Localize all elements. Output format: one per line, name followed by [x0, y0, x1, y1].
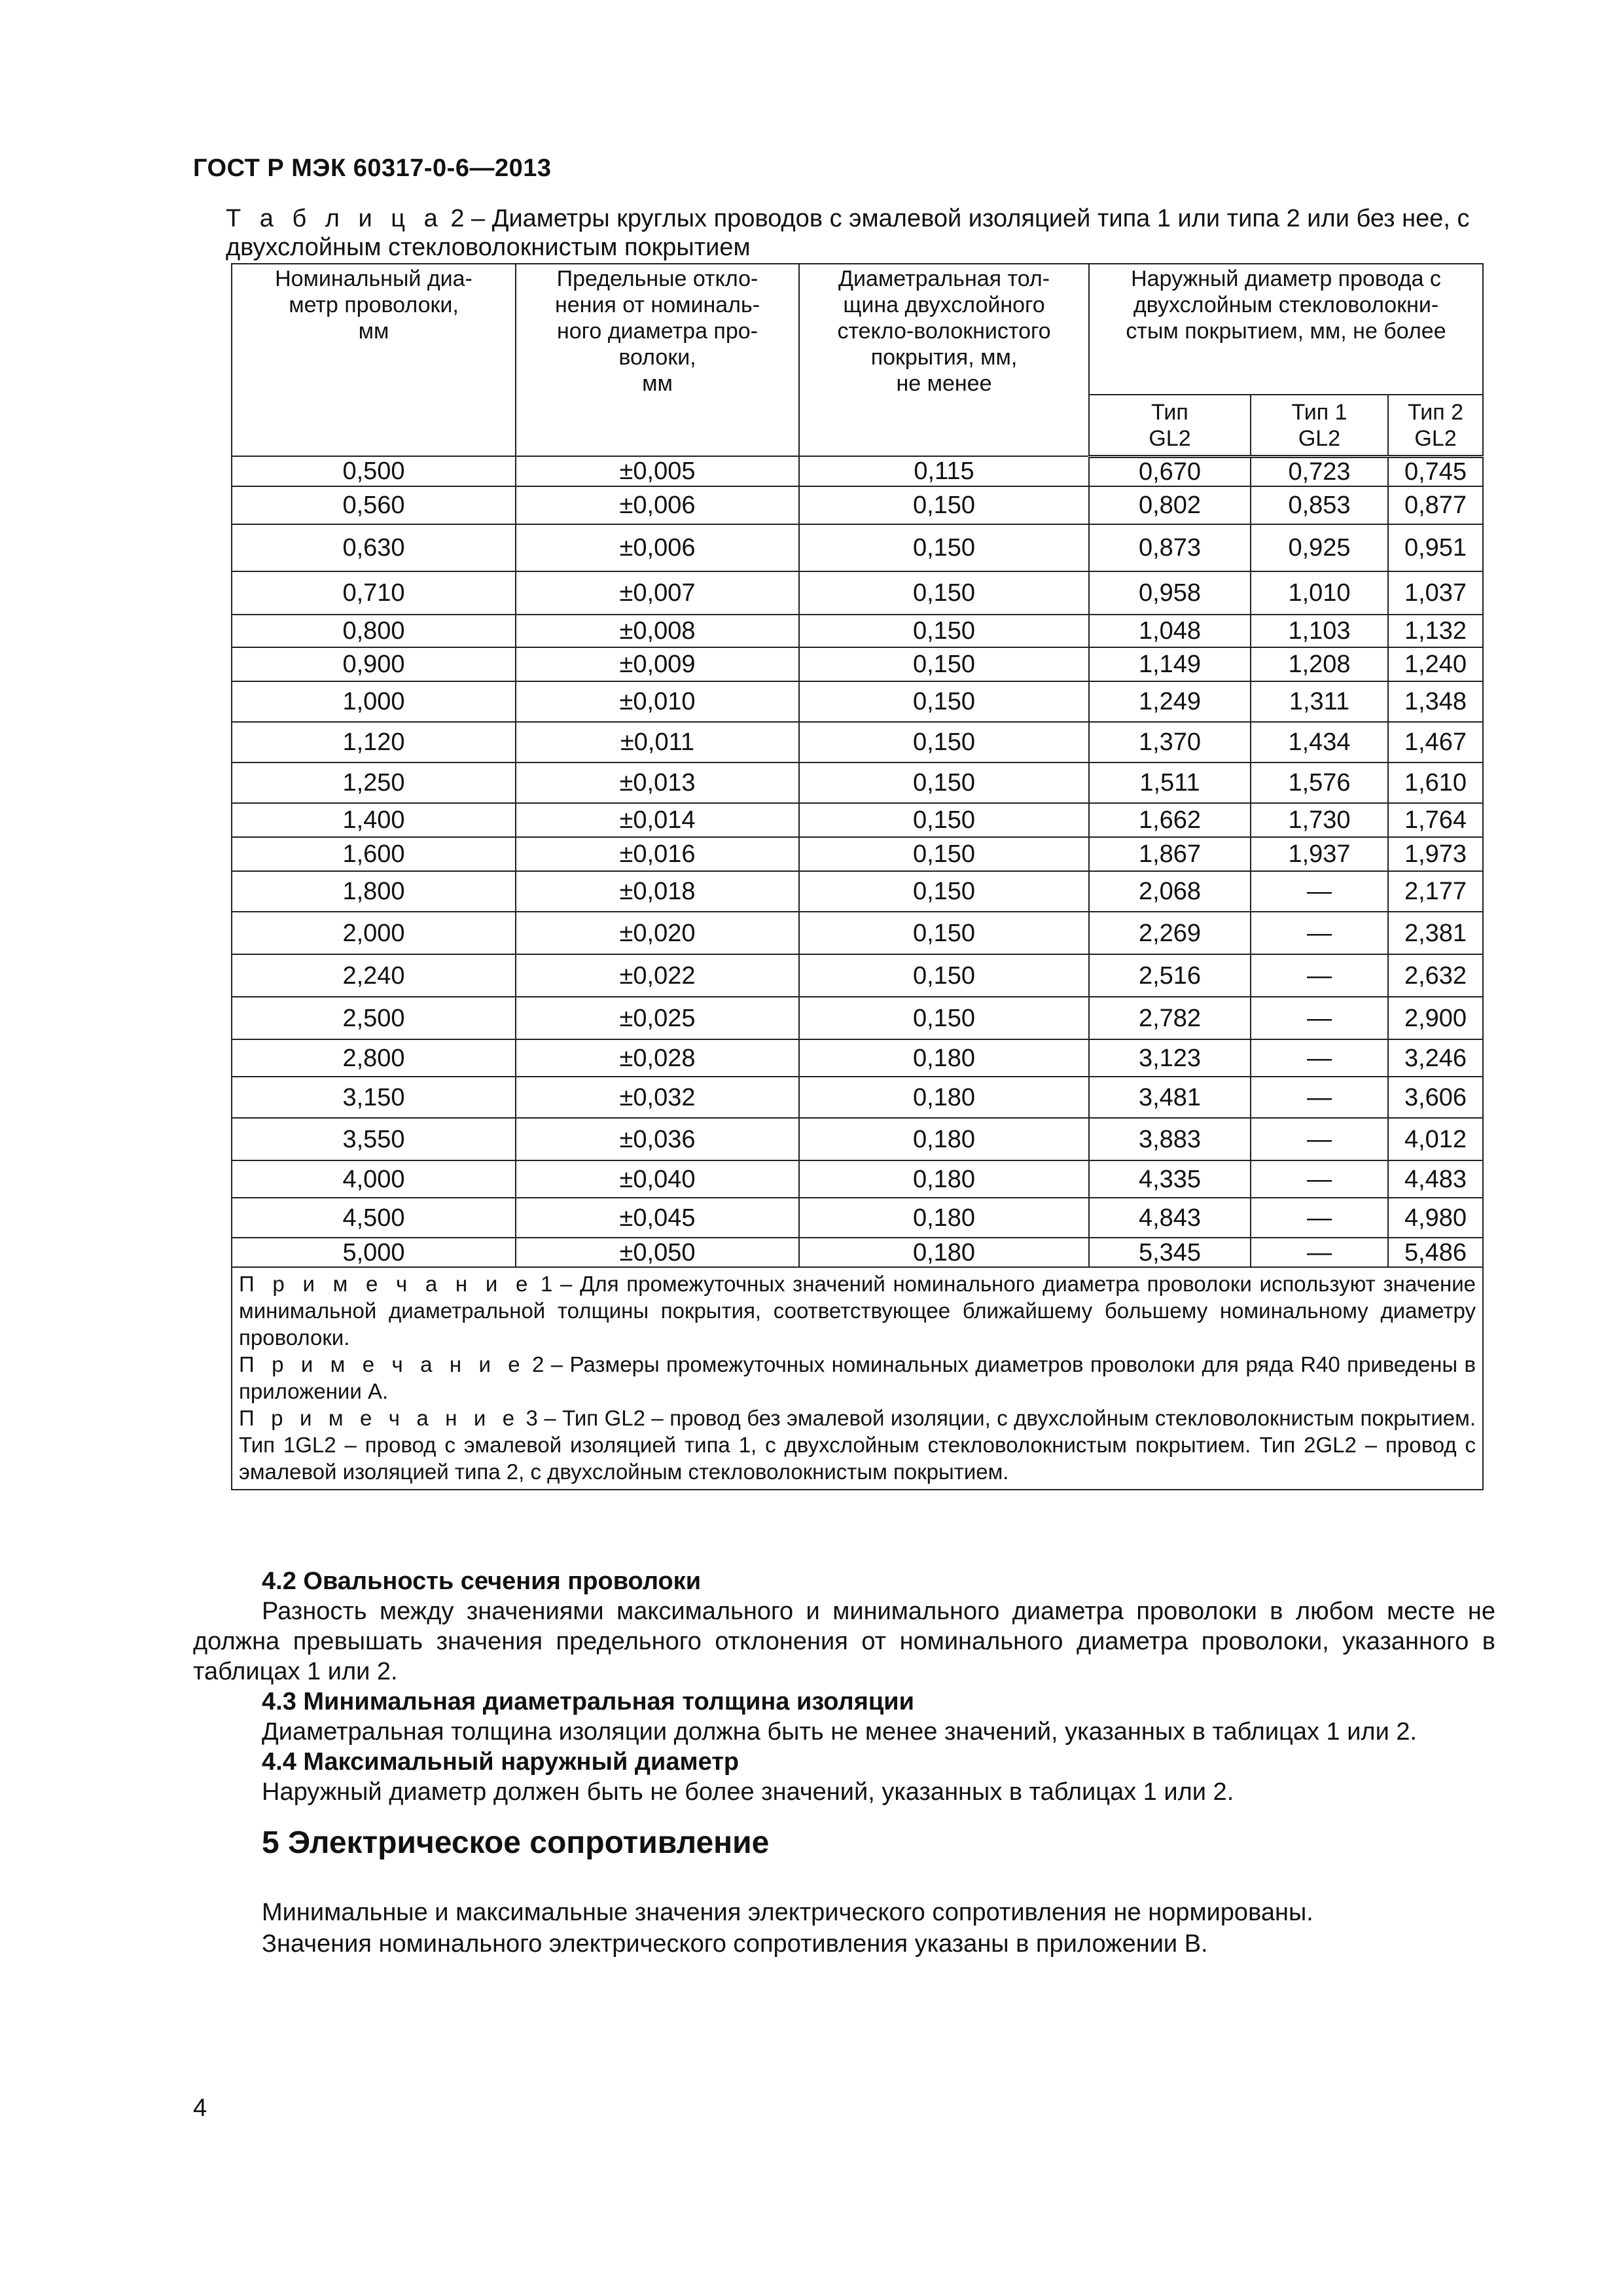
table-cell: —: [1251, 1077, 1388, 1118]
table-cell: 5,000: [232, 1238, 516, 1267]
table-cell: —: [1251, 954, 1388, 997]
table-cell: 0,180: [799, 1118, 1089, 1160]
table-cell: 0,150: [799, 615, 1089, 647]
section-4-2-text: Разность между значениями максимального и минимального диаметра проволоки в любом месте не должна превышать значения предельного отклонения от номинального диаметра проволоки, указанного в таблицах 1 или 2.: [193, 1598, 1495, 1685]
table-row: [232, 486, 1483, 524]
table-cell: 2,269: [1089, 912, 1251, 954]
table-cell: 1,208: [1251, 647, 1388, 681]
table-cell: 1,400: [232, 803, 516, 837]
table-cell: 0,180: [799, 1160, 1089, 1198]
section-4-3-title: 4.3 Минимальная диаметральная толщина изоляции: [262, 1688, 914, 1715]
table-cell: 1,800: [232, 871, 516, 912]
table-cell: 0,877: [1388, 486, 1483, 524]
table-cell: ±0,006: [516, 524, 799, 571]
table-cell: 2,900: [1388, 997, 1483, 1039]
table-row: [232, 524, 1483, 571]
table-cell: 1,867: [1089, 837, 1251, 871]
header-outer-diameter: Наружный диаметр провода с двухслойным стекловолокни- стым покрытием, мм, не более: [1089, 264, 1483, 395]
table-row: [232, 912, 1483, 954]
table-cell: 0,115: [799, 456, 1089, 486]
table-row: [232, 997, 1483, 1039]
table-caption-label: Т а б л и ц а: [226, 205, 444, 232]
table-cell: 0,873: [1089, 524, 1251, 571]
table-cell: ±0,010: [516, 681, 799, 722]
table-cell: 2,800: [232, 1039, 516, 1077]
table-notes: [232, 1267, 1483, 1490]
table-cell: 1,120: [232, 722, 516, 762]
table-cell: 2,068: [1089, 871, 1251, 912]
table-cell: 1,370: [1089, 722, 1251, 762]
table-cell: 2,000: [232, 912, 516, 954]
table-cell: 2,500: [232, 997, 516, 1039]
table-cell: 3,481: [1089, 1077, 1251, 1118]
table-caption-text: 2 – Диаметры круглых проводов с эмалевой изоляцией типа 1 или типа 2 или без нее, с двухслойным стекловолокнистым покрытием: [226, 205, 1470, 261]
table-cell: 3,246: [1388, 1039, 1483, 1077]
table-cell: 0,180: [799, 1077, 1089, 1118]
section-4-4-text: Наружный диаметр должен быть не более значений, указанных в таблицах 1 или 2.: [262, 1778, 1234, 1806]
table-row: [232, 1039, 1483, 1077]
table-row: [232, 1198, 1483, 1238]
table-cell: 1,037: [1388, 571, 1483, 615]
table-row: [232, 1077, 1483, 1118]
table-row: [232, 1238, 1483, 1267]
table-cell: ±0,008: [516, 615, 799, 647]
table-cell: 2,632: [1388, 954, 1483, 997]
table-cell: 0,150: [799, 837, 1089, 871]
table-row: [232, 615, 1483, 647]
table-cell: —: [1251, 1118, 1388, 1160]
table-cell: 4,483: [1388, 1160, 1483, 1198]
section-5-title: 5 Электрическое сопротивление: [262, 1825, 770, 1860]
table-cell: ±0,018: [516, 871, 799, 912]
table-cell: —: [1251, 871, 1388, 912]
diameters-table: [231, 263, 1484, 1490]
table-cell: ±0,032: [516, 1077, 799, 1118]
table-cell: 0,150: [799, 803, 1089, 837]
section-4-2: [193, 1566, 1495, 1687]
table-row: [232, 722, 1483, 762]
section-4-4-title: 4.4 Максимальный наружный диаметр: [262, 1748, 740, 1776]
table-cell: 0,951: [1388, 524, 1483, 571]
table-cell: 0,180: [799, 1198, 1089, 1238]
header-tolerance: Предельные откло- нения от номиналь- ного диаметра про- волоки, мм: [516, 264, 799, 456]
table-cell: 0,925: [1251, 524, 1388, 571]
table-cell: ±0,005: [516, 456, 799, 486]
table-cell: ±0,040: [516, 1160, 799, 1198]
table-cell: 3,550: [232, 1118, 516, 1160]
table-cell: ±0,014: [516, 803, 799, 837]
table-notes-row: [232, 1267, 1483, 1490]
table-cell: 1,610: [1388, 762, 1483, 803]
table-caption: [226, 204, 1508, 262]
table-cell: 0,150: [799, 486, 1089, 524]
table-cell: —: [1251, 1160, 1388, 1198]
table-row: [232, 1118, 1483, 1160]
table-row: [232, 681, 1483, 722]
table-cell: 1,000: [232, 681, 516, 722]
table-cell: 0,800: [232, 615, 516, 647]
table-cell: 1,662: [1089, 803, 1251, 837]
table-cell: 1,240: [1388, 647, 1483, 681]
table-cell: 2,782: [1089, 997, 1251, 1039]
table-cell: 1,132: [1388, 615, 1483, 647]
table-note-1: П р и м е ч а н и е 1 – Для промежуточных значений номинального диаметра проволоки используют значение минимальной диаметральной толщины покрытия, соответствующее ближайшему большему номинальному диаметру проволоки.: [239, 1272, 1476, 1350]
table-cell: —: [1251, 1238, 1388, 1267]
table-cell: ±0,022: [516, 954, 799, 997]
section-4-3: [193, 1687, 1495, 1747]
table-cell: 3,150: [232, 1077, 516, 1118]
table-cell: —: [1251, 912, 1388, 954]
section-4-4: [193, 1747, 1495, 1807]
table-row: [232, 1160, 1483, 1198]
table-cell: 4,500: [232, 1198, 516, 1238]
table-cell: 0,802: [1089, 486, 1251, 524]
table-cell: 0,630: [232, 524, 516, 571]
table-cell: 1,250: [232, 762, 516, 803]
table-cell: 4,012: [1388, 1118, 1483, 1160]
table-cell: ±0,007: [516, 571, 799, 615]
table-cell: 3,883: [1089, 1118, 1251, 1160]
table-cell: ±0,036: [516, 1118, 799, 1160]
table-row: [232, 456, 1483, 486]
table-cell: ±0,025: [516, 997, 799, 1039]
table-cell: ±0,020: [516, 912, 799, 954]
table-cell: ±0,016: [516, 837, 799, 871]
table-cell: 0,150: [799, 681, 1089, 722]
table-cell: ±0,050: [516, 1238, 799, 1267]
table-cell: 1,311: [1251, 681, 1388, 722]
table-cell: 1,973: [1388, 837, 1483, 871]
table-cell: 2,177: [1388, 871, 1483, 912]
standard-header: ГОСТ Р МЭК 60317-0-6—2013: [193, 154, 552, 182]
table-cell: 0,150: [799, 647, 1089, 681]
table-row: [232, 762, 1483, 803]
table-cell: 1,048: [1089, 615, 1251, 647]
table-cell: 1,576: [1251, 762, 1388, 803]
table-cell: 0,710: [232, 571, 516, 615]
table-cell: 0,150: [799, 524, 1089, 571]
table-cell: 2,381: [1388, 912, 1483, 954]
section-5-paragraph-1: Минимальные и максимальные значения электрического сопротивления не нормированы.: [262, 1899, 1313, 1926]
table-cell: ±0,006: [516, 486, 799, 524]
table-cell: ±0,011: [516, 722, 799, 762]
page-number: 4: [193, 2094, 207, 2122]
table-cell: 1,467: [1388, 722, 1483, 762]
table-cell: 2,516: [1089, 954, 1251, 997]
table-cell: 5,486: [1388, 1238, 1483, 1267]
table-cell: 0,150: [799, 912, 1089, 954]
table-cell: 0,853: [1251, 486, 1388, 524]
table-cell: 0,745: [1388, 456, 1483, 486]
table-row: [232, 571, 1483, 615]
table-cell: 1,764: [1388, 803, 1483, 837]
table-cell: 1,149: [1089, 647, 1251, 681]
table-cell: —: [1251, 1039, 1388, 1077]
table-row: [232, 837, 1483, 871]
header-type-1gl2: Тип 1 GL2: [1251, 395, 1388, 456]
table-cell: 4,000: [232, 1160, 516, 1198]
table-cell: ±0,028: [516, 1039, 799, 1077]
table-cell: 0,150: [799, 954, 1089, 997]
table-cell: 1,937: [1251, 837, 1388, 871]
header-type-2gl2: Тип 2 GL2: [1388, 395, 1483, 456]
table-cell: 0,900: [232, 647, 516, 681]
table-cell: 0,150: [799, 722, 1089, 762]
table-cell: 1,511: [1089, 762, 1251, 803]
section-5-paragraph-2: Значения номинального электрического сопротивления указаны в приложении В.: [262, 1930, 1208, 1958]
table-cell: 3,606: [1388, 1077, 1483, 1118]
table-note-2: П р и м е ч а н и е 2 – Размеры промежуточных номинальных диаметров проволоки для ряда R40 приведены в приложении А.: [239, 1352, 1476, 1403]
section-4-3-text: Диаметральная толщина изоляции должна быть не менее значений, указанных в таблицах 1 или 2.: [262, 1718, 1418, 1746]
table-body: [232, 456, 1483, 1267]
header-nominal-diameter: Номинальный диа- метр проволоки, мм: [232, 264, 516, 456]
table-cell: 4,980: [1388, 1198, 1483, 1238]
table-cell: 2,240: [232, 954, 516, 997]
table-cell: 0,150: [799, 762, 1089, 803]
table-cell: ±0,045: [516, 1198, 799, 1238]
table-cell: 5,345: [1089, 1238, 1251, 1267]
header-type-gl2: Тип GL2: [1089, 395, 1251, 456]
table-cell: 0,180: [799, 1238, 1089, 1267]
table-cell: 0,723: [1251, 456, 1388, 486]
table-row: [232, 803, 1483, 837]
table-cell: 1,730: [1251, 803, 1388, 837]
table-cell: 4,335: [1089, 1160, 1251, 1198]
table-cell: ±0,009: [516, 647, 799, 681]
table-cell: 1,434: [1251, 722, 1388, 762]
table-cell: 0,150: [799, 997, 1089, 1039]
table-row: [232, 647, 1483, 681]
table-cell: 1,348: [1388, 681, 1483, 722]
table-cell: 1,010: [1251, 571, 1388, 615]
table-cell: 3,123: [1089, 1039, 1251, 1077]
table-cell: —: [1251, 1198, 1388, 1238]
header-coating-thickness: Диаметральная тол- щина двухслойного стекло-волокнистого покрытия, мм, не менее: [799, 264, 1089, 456]
table-note-3: П р и м е ч а н и е 3 – Тип GL2 – провод без эмалевой изоляции, с двухслойным стекловолокнистым покрытием. Тип 1GL2 – провод с эмалевой изоляцией типа 1, с двухслойным стекловолокнистым покрытием. Тип 2GL2 – провод с эмалевой изоляцией типа 2, с двухслойным стекловолокнистым покрытием.: [239, 1406, 1476, 1484]
table-cell: 1,103: [1251, 615, 1388, 647]
table-row: [232, 871, 1483, 912]
table-cell: 0,150: [799, 871, 1089, 912]
table-cell: —: [1251, 997, 1388, 1039]
section-4-2-title: 4.2 Овальность сечения проволоки: [262, 1568, 702, 1595]
section-5-body: [193, 1897, 1495, 1960]
table-cell: 0,560: [232, 486, 516, 524]
table-cell: 0,500: [232, 456, 516, 486]
table-row: [232, 954, 1483, 997]
table-cell: 0,180: [799, 1039, 1089, 1077]
table-cell: 0,150: [799, 571, 1089, 615]
table-cell: 1,249: [1089, 681, 1251, 722]
table-cell: 1,600: [232, 837, 516, 871]
table-cell: ±0,013: [516, 762, 799, 803]
table-cell: 0,670: [1089, 456, 1251, 486]
table-cell: 4,843: [1089, 1198, 1251, 1238]
table-cell: 0,958: [1089, 571, 1251, 615]
